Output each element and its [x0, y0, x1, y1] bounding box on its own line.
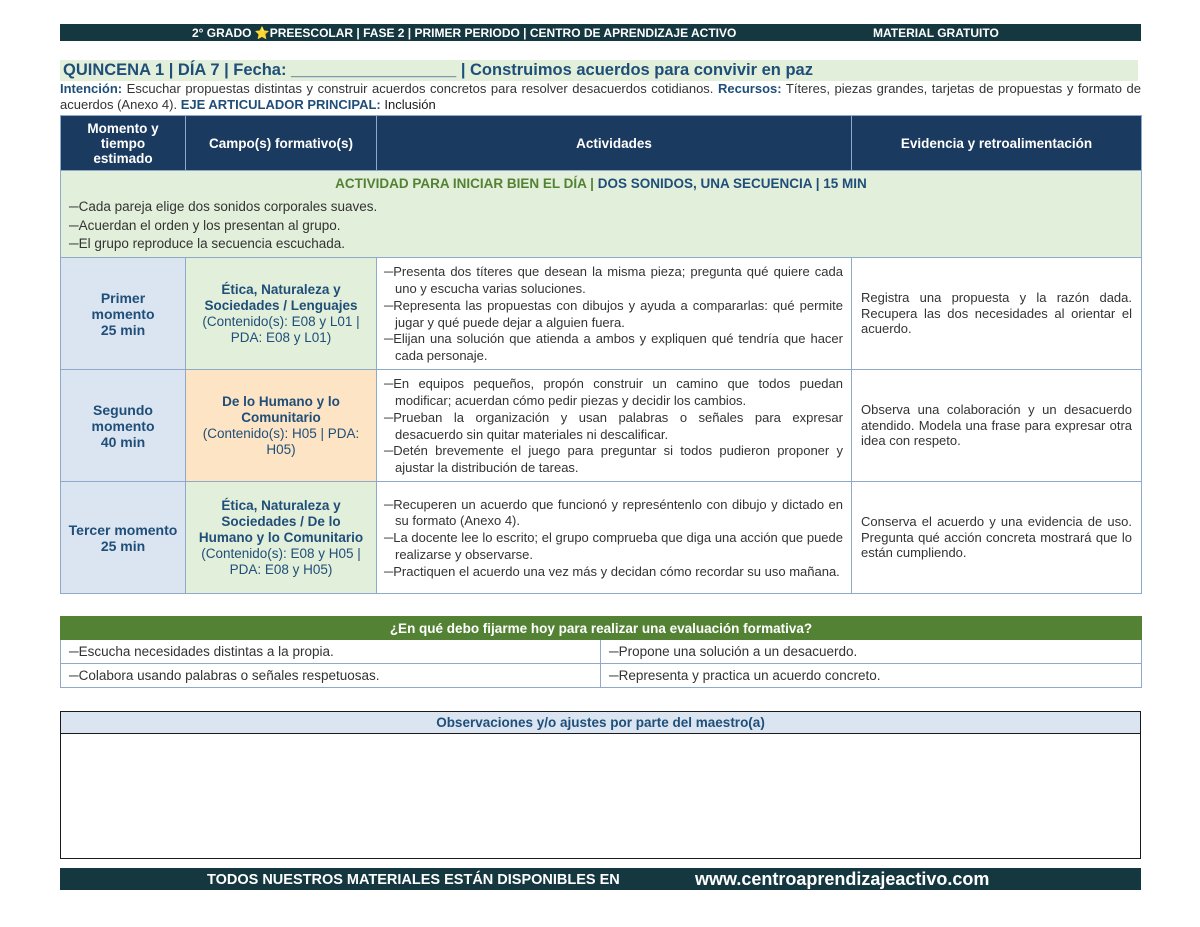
observations-header: Observaciones y/o ajustes por parte del maestro(a) — [61, 712, 1140, 734]
eje-label: EJE ARTICULADOR PRINCIPAL: — [180, 96, 381, 112]
observations-box — [60, 711, 1141, 859]
footer-website-link[interactable]: www.centroaprendizajeactivo.com — [695, 869, 990, 889]
moment-time: 25 min — [100, 537, 146, 554]
recursos-text: Títeres, piezas grandes, tarjetas de propuestas y formato de acuerdos (Anexo 4). — [60, 81, 1141, 112]
top-banner — [60, 24, 1141, 41]
moment-name: Segundo momento — [91, 401, 155, 434]
campo-cell — [186, 370, 377, 482]
campo-cell — [186, 482, 377, 594]
campo-content: (Contenido(s): E08 y H05 | PDA: E08 y H05) — [201, 545, 361, 577]
table-row — [61, 640, 1142, 664]
moment-name: Primer momento — [91, 289, 155, 322]
header-campo: Campo(s) formativo(s) — [186, 116, 377, 171]
page-title: QUINCENA 1 | DÍA 7 | Fecha: __________________ | Construimos acuerdos para convivir en paz — [60, 60, 1138, 81]
activity-item: ─Recuperen un acuerdo que funcionó y represéntenlo con dibujo y dictado en su formato (Anexo 4). — [384, 496, 843, 529]
recursos-label: Recursos: — [717, 81, 782, 96]
campo-name: De lo Humano y lo Comunitario — [222, 393, 340, 425]
evidence-cell: Observa una colaboración y un desacuerdo atendido. Modela una frase para expresar otra idea con respeto. — [852, 370, 1142, 482]
moment-name: Tercer momento — [68, 521, 178, 538]
header-actividades: Actividades — [377, 116, 852, 171]
activities-cell — [377, 370, 852, 482]
evidence-cell: Conserva el acuerdo y una evidencia de uso. Pregunta qué acción concreta mostrará que lo están cumpliendo. — [852, 482, 1142, 594]
moment-cell — [61, 482, 186, 594]
planning-table — [60, 115, 1142, 594]
activity-item: ─Detén brevemente el juego para preguntar si todos pudieron proponer y ajustar la distribución de tareas. — [384, 443, 843, 476]
list-item: ─El grupo reproduce la secuencia escuchada. — [69, 236, 345, 251]
inicio-cell — [61, 171, 1142, 258]
evaluation-item: ─Representa y practica un acuerdo concreto. — [601, 664, 1142, 688]
campo-content: (Contenido(s): H05 | PDA: H05) — [202, 425, 360, 457]
activity-item: ─Practiquen el acuerdo una vez más y decidan cómo recordar su uso mañana. — [384, 563, 840, 579]
inicio-row — [61, 171, 1142, 258]
campo-content: (Contenido(s): E08 y L01 | PDA: E08 y L01) — [202, 313, 360, 345]
observations-writing-area[interactable] — [61, 734, 1140, 857]
evaluation-item: ─Escucha necesidades distintas a la propia. — [61, 640, 601, 664]
campo-name: Ética, Naturaleza y Sociedades / De lo Humano y lo Comunitario — [198, 497, 364, 545]
activity-item: ─Presenta dos títeres que desean la misma pieza; pregunta qué quiere cada uno y escucha varias soluciones. — [384, 264, 843, 296]
campo-name: Ética, Naturaleza y Sociedades / Lenguajes — [204, 281, 358, 313]
list-item: ─Cada pareja elige dos sonidos corporales suaves. — [69, 199, 378, 214]
activity-item: ─Prueban la organización y usan palabras o señales para expresar desacuerdo sin quitar materiales ni descalificar. — [384, 409, 843, 442]
activity-item: ─En equipos pequeños, propón construir un camino que todos puedan modificar; acuerdan cómo pedir piezas y decidir los cambios. — [384, 376, 843, 408]
campo-cell — [186, 258, 377, 370]
activity-item: ─La docente lee lo escrito; el grupo comprueba que diga una acción que puede realizarse y observarse. — [384, 530, 843, 562]
evaluation-item: ─Propone una solución a un desacuerdo. — [601, 640, 1142, 664]
table-row — [61, 370, 1142, 482]
header-evidencia: Evidencia y retroalimentación — [852, 116, 1142, 171]
activities-cell — [377, 482, 852, 594]
table-row — [61, 664, 1142, 688]
evaluation-header: ¿En qué debo fijarme hoy para realizar una evaluación formativa? — [61, 617, 1142, 640]
table-row — [61, 258, 1142, 370]
moment-cell — [61, 370, 186, 482]
header-momento: Momento y tiempo estimado — [61, 116, 186, 171]
inicio-title-green: ACTIVIDAD PARA INICIAR BIEN EL DÍA | — [335, 176, 594, 191]
banner-grade-info: 2° GRADO ⭐PREESCOLAR | FASE 2 | PRIMER PERIODO | CENTRO DE APRENDIZAJE ACTIVO — [192, 25, 737, 40]
footer-banner — [60, 868, 1141, 890]
intencion-text: Escuchar propuestas distintas y construir acuerdos concretos para resolver desacuerdos cotidianos. — [126, 81, 714, 96]
moment-cell — [61, 258, 186, 370]
inicio-title — [61, 171, 1141, 198]
evaluation-item: ─Colabora usando palabras o señales respetuosas. — [61, 664, 601, 688]
eje-text: Inclusión — [384, 96, 436, 112]
table-row — [61, 482, 1142, 594]
inicio-title-blue: DOS SONIDOS, UNA SECUENCIA | 15 MIN — [597, 176, 867, 191]
footer-text: TODOS NUESTROS MATERIALES ESTÁN DISPONIBLES EN — [207, 872, 620, 888]
moment-time: 40 min — [100, 433, 146, 450]
table-header-row — [61, 116, 1142, 171]
activity-item: ─Representa las propuestas con dibujos y ayuda a compararlas: qué permite jugar y qué puede dejar a alguien fuera. — [384, 297, 843, 330]
intencion-label: Intención: — [60, 81, 123, 96]
intent-paragraph — [60, 81, 1141, 112]
evidence-cell: Registra una propuesta y la razón dada. Recupera las dos necesidades al orientar el acuerdo. — [852, 258, 1142, 370]
moment-time: 25 min — [100, 321, 146, 338]
activities-cell — [377, 258, 852, 370]
list-item: ─Acuerdan el orden y los presentan al grupo. — [69, 217, 341, 233]
inicio-list — [61, 198, 1141, 254]
banner-free-material: MATERIAL GRATUITO — [873, 25, 999, 40]
evaluation-table — [60, 616, 1142, 688]
activity-item: ─Elijan una solución que atienda a ambos y expliquen qué tendría que hacer cada personaje. — [384, 331, 843, 364]
